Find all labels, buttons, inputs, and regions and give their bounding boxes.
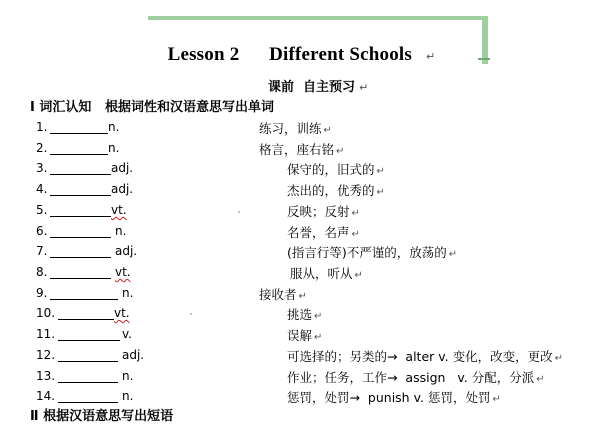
part-of-speech: vt.	[111, 203, 127, 217]
list-item	[0, 345, 603, 365]
answer-blank[interactable]	[50, 244, 111, 258]
item-number: 1.	[36, 120, 48, 134]
item-number: 3.	[36, 161, 48, 175]
answer-blank[interactable]	[58, 389, 118, 403]
meaning	[287, 202, 360, 220]
part-of-speech: adj.	[111, 161, 134, 175]
paragraph-mark-icon: ↵	[323, 125, 332, 136]
part-of-speech: adj.	[122, 348, 145, 362]
paragraph-mark-icon: ↵	[448, 249, 458, 260]
meaning-text: 反映；反射	[287, 204, 350, 219]
item-number: 6.	[36, 224, 48, 238]
part-of-speech: vt.	[114, 306, 130, 320]
part-of-speech: adj.	[111, 182, 134, 196]
list-item	[0, 158, 603, 178]
meaning	[259, 140, 344, 158]
meaning-text: 练习，训练	[259, 121, 322, 136]
paragraph-mark-icon: ↵	[351, 229, 360, 240]
item-number: 11.	[36, 327, 56, 341]
part-of-speech: vt.	[115, 265, 131, 279]
meaning-text: 服从，听从	[290, 266, 353, 281]
paragraph-mark-icon: ↵	[354, 270, 363, 281]
answer-blank[interactable]	[50, 161, 111, 175]
item-number: 14.	[36, 389, 56, 403]
meaning	[287, 160, 385, 178]
paragraph-mark-icon: ↵	[314, 332, 323, 343]
section-heading: Ⅰ 词汇认知 根据词性和汉语意思写出单词	[30, 100, 274, 115]
part-of-speech: n.	[115, 224, 127, 238]
part-of-speech: v.	[122, 327, 132, 341]
part-of-speech: adj.	[115, 244, 138, 258]
item-number: 10.	[36, 306, 56, 320]
meaning-text: 接收者	[259, 287, 297, 302]
list-item	[0, 179, 603, 199]
item-number: 13.	[36, 369, 56, 383]
item-number: 9.	[36, 286, 48, 300]
meaning-text: 格言，座右铭	[259, 142, 335, 157]
paragraph-mark-icon: ↵	[425, 50, 436, 63]
list-item	[0, 283, 603, 303]
meaning	[287, 368, 545, 386]
paragraph-mark-icon: ↵	[351, 208, 360, 219]
paragraph-mark-icon: ↵	[314, 311, 323, 322]
scan-speck	[238, 211, 240, 213]
part-of-speech: n.	[108, 120, 120, 134]
list-item	[0, 200, 603, 220]
part-of-speech: n.	[108, 141, 120, 155]
meaning	[287, 388, 501, 406]
paragraph-mark-icon: ↵	[298, 291, 307, 302]
meaning-text: 名誉，名声	[287, 225, 350, 240]
meaning-text: 可选择的；另类的→ alter v. 变化，改变，更改	[287, 349, 553, 364]
meaning-text: 误解	[287, 328, 313, 343]
meaning	[287, 223, 360, 241]
next-section-heading: Ⅱ 根据汉语意思写出短语	[30, 409, 174, 424]
answer-blank[interactable]	[58, 348, 118, 362]
answer-blank[interactable]	[58, 369, 118, 383]
meaning-text: 保守的，旧式的	[287, 162, 375, 177]
page-title-text: Lesson 2 Different Schools	[167, 44, 412, 65]
meaning	[287, 181, 385, 199]
list-item	[0, 117, 603, 137]
part-of-speech: n.	[122, 286, 134, 300]
answer-blank[interactable]	[50, 203, 111, 217]
paragraph-mark-icon: ↵	[336, 146, 345, 157]
answer-blank[interactable]	[50, 286, 118, 300]
answer-blank[interactable]	[50, 141, 108, 155]
list-item	[0, 138, 603, 158]
answer-blank[interactable]	[50, 265, 111, 279]
paragraph-mark-icon: ↵	[536, 374, 545, 385]
meaning	[290, 264, 363, 282]
item-number: 7.	[36, 244, 48, 258]
meaning	[287, 243, 457, 261]
paragraph-mark-icon: ↵	[359, 81, 369, 94]
list-item	[0, 324, 603, 344]
meaning-text: 挑选	[287, 307, 313, 322]
meaning-text: (指言行等)不严谨的，放荡的	[287, 245, 447, 260]
part-of-speech: n.	[122, 369, 134, 383]
item-number: 8.	[36, 265, 48, 279]
answer-blank[interactable]	[50, 120, 108, 134]
answer-blank[interactable]	[58, 327, 120, 341]
answer-blank[interactable]	[50, 224, 111, 238]
list-item	[0, 366, 603, 386]
meaning-text: 作业；任务，工作→ assign v. 分配，分派	[287, 370, 535, 385]
paragraph-mark-icon: ↵	[554, 353, 564, 364]
meaning-text: 杰出的，优秀的	[287, 183, 375, 198]
item-number: 4.	[36, 182, 48, 196]
item-number: 12.	[36, 348, 56, 362]
meaning-text: 惩罚，处罚→ punish v. 惩罚，处罚	[287, 390, 491, 405]
list-item	[0, 221, 603, 241]
meaning	[259, 285, 307, 303]
paragraph-mark-icon: ↵	[376, 166, 385, 177]
paragraph-mark-icon: ↵	[376, 187, 385, 198]
list-item	[0, 262, 603, 282]
paragraph-mark-icon: ↵	[492, 394, 501, 405]
list-item	[0, 303, 603, 323]
item-number: 2.	[36, 141, 48, 155]
subtitle-text: 课前 自主预习	[268, 80, 356, 95]
meaning	[259, 119, 332, 137]
list-item	[0, 241, 603, 261]
answer-blank[interactable]	[50, 182, 111, 196]
meaning	[287, 326, 322, 344]
part-of-speech: n.	[122, 389, 134, 403]
scan-speck	[190, 313, 192, 315]
meaning	[287, 305, 322, 323]
answer-blank[interactable]	[58, 306, 114, 320]
meaning	[287, 347, 563, 365]
list-item	[0, 386, 603, 406]
item-number: 5.	[36, 203, 48, 217]
